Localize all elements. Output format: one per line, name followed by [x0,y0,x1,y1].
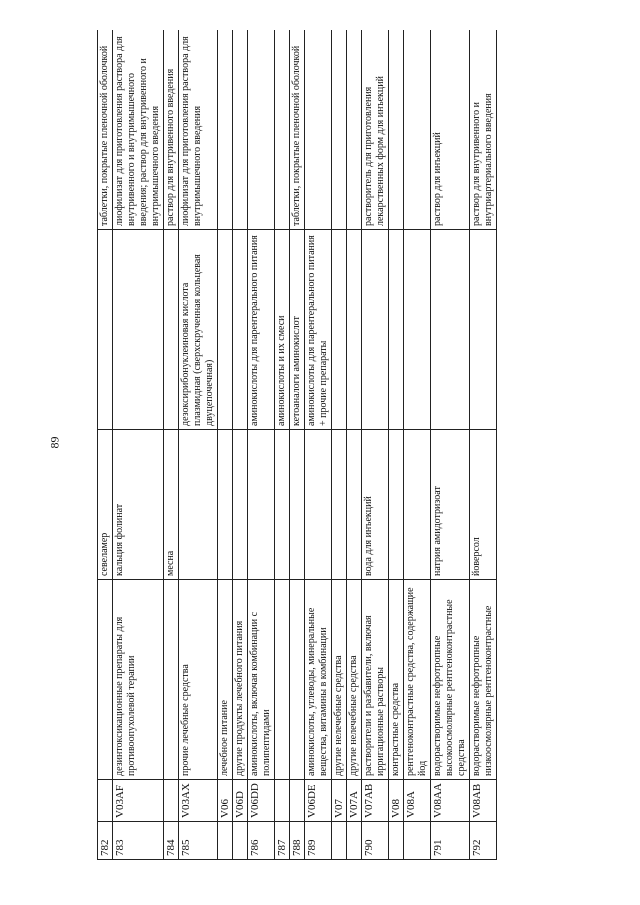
table-row [362,30,389,860]
table-row [347,30,362,860]
rotated-table-wrapper [97,30,567,860]
cell-form: раствор для инъекций [431,30,470,230]
cell-inn [305,430,332,580]
cell-form [347,30,362,230]
cell-name: дезинтоксикационные препараты для противоопухолевой терапии [113,580,164,780]
table-row [113,30,164,860]
table-row [404,30,431,860]
cell-form [404,30,431,230]
cell-code [290,780,305,822]
cell-form: раствор для внутривенного и внутриартериального введения [470,30,497,230]
cell-num: 783 [113,822,164,860]
table-row [248,30,275,860]
cell-inn: вода для инъекций [362,430,389,580]
cell-code: V03AX [179,780,218,822]
cell-form [305,30,332,230]
cell-name [98,580,113,780]
table-row [218,30,233,860]
cell-inn [404,430,431,580]
cell-code [275,780,290,822]
cell-code: V08AA [431,780,470,822]
cell-name: аминокислоты, включая комбинации с полипептидами [248,580,275,780]
cell-drug: аминокислоты для парентерального питания + прочие препараты [305,230,332,430]
cell-num: 788 [290,822,305,860]
cell-num [404,822,431,860]
cell-inn: йоверсол [470,430,497,580]
table-row [275,30,290,860]
cell-name [164,580,179,780]
table-row [164,30,179,860]
cell-num [218,822,233,860]
cell-drug [470,230,497,430]
cell-name: контрастные средства [389,580,404,780]
table-row [431,30,470,860]
cell-inn [332,430,347,580]
cell-form [218,30,233,230]
cell-inn: натрия амидотризоат [431,430,470,580]
cell-drug: аминокислоты и их смеси [275,230,290,430]
cell-code [98,780,113,822]
cell-drug [347,230,362,430]
cell-drug [98,230,113,430]
cell-name: другие продукты лечебного питания [233,580,248,780]
cell-code: V08 [389,780,404,822]
cell-inn [218,430,233,580]
table-row [305,30,332,860]
cell-form [248,30,275,230]
cell-code: V03AF [113,780,164,822]
cell-num: 785 [179,822,218,860]
cell-name [290,580,305,780]
cell-drug [164,230,179,430]
table-row [98,30,113,860]
cell-code: V06DE [305,780,332,822]
cell-num: 784 [164,822,179,860]
table-row [233,30,248,860]
cell-num: 790 [362,822,389,860]
cell-form: лиофилизат для приготовления раствора для внутривенного и внутримышечного введения; раствор для внутривенного и внутримышечного введения [113,30,164,230]
cell-inn [179,430,218,580]
cell-name [275,580,290,780]
table-row [179,30,218,860]
cell-drug [404,230,431,430]
cell-code: V07 [332,780,347,822]
cell-form [389,30,404,230]
cell-num: 789 [305,822,332,860]
cell-num [347,822,362,860]
cell-drug: дезоксирибонуклеиновая кислота плазмидная (сверхскрученная кольцевая двуцепочечная) [179,230,218,430]
cell-form: таблетки, покрытые пленочной оболочкой [290,30,305,230]
cell-code: V08AB [470,780,497,822]
cell-num: 791 [431,822,470,860]
cell-code: V06DD [248,780,275,822]
cell-inn [233,430,248,580]
cell-drug [113,230,164,430]
cell-drug [233,230,248,430]
cell-inn: севеламер [98,430,113,580]
cell-drug: аминокислоты для парентерального питания [248,230,275,430]
cell-num [233,822,248,860]
cell-code: V07A [347,780,362,822]
drug-table-body [98,30,497,860]
table-row [389,30,404,860]
cell-inn: месна [164,430,179,580]
cell-name: прочие лечебные средства [179,580,218,780]
cell-name: растворители и разбавители, включая ирригационные растворы [362,580,389,780]
cell-name: рентгеноконтрастные средства, содержащие йод [404,580,431,780]
cell-inn [389,430,404,580]
cell-inn [290,430,305,580]
cell-name: водорастворимые нефротропные высокоосмолярные рентгеноконтрастные средства [431,580,470,780]
cell-form: растворитель для приготовления лекарственных форм для инъекций [362,30,389,230]
table-row [470,30,497,860]
cell-drug: кетоаналоги аминокислот [290,230,305,430]
cell-drug [332,230,347,430]
cell-name: другие нелечебные средства [332,580,347,780]
cell-num [389,822,404,860]
cell-name: аминокислоты, углеводы, минеральные вещества, витамины в комбинации [305,580,332,780]
cell-inn: кальция фолинат [113,430,164,580]
cell-num [332,822,347,860]
cell-num: 782 [98,822,113,860]
document-sheet [97,30,567,860]
cell-form: лиофилизат для приготовления раствора для внутримышечного введения [179,30,218,230]
page-number: 89 [47,436,62,449]
cell-form: таблетки, покрытые пленочной оболочкой [98,30,113,230]
cell-name: лечебное питание [218,580,233,780]
cell-drug [362,230,389,430]
cell-form [233,30,248,230]
cell-form [332,30,347,230]
cell-name: другие нелечебные средства [347,580,362,780]
cell-code: V06 [218,780,233,822]
cell-num: 787 [275,822,290,860]
cell-code: V06D [233,780,248,822]
drug-table [97,30,497,860]
cell-code: V07AB [362,780,389,822]
cell-inn [347,430,362,580]
cell-num: 786 [248,822,275,860]
cell-code: V08A [404,780,431,822]
table-row [290,30,305,860]
cell-drug [218,230,233,430]
table-row [332,30,347,860]
cell-form: раствор для внутривенного введения [164,30,179,230]
cell-drug [389,230,404,430]
cell-code [164,780,179,822]
cell-form [275,30,290,230]
cell-drug [431,230,470,430]
cell-inn [275,430,290,580]
cell-num: 792 [470,822,497,860]
cell-name: водорастворимые нефротропные низкоосмолярные рентгеноконтрастные [470,580,497,780]
cell-inn [248,430,275,580]
